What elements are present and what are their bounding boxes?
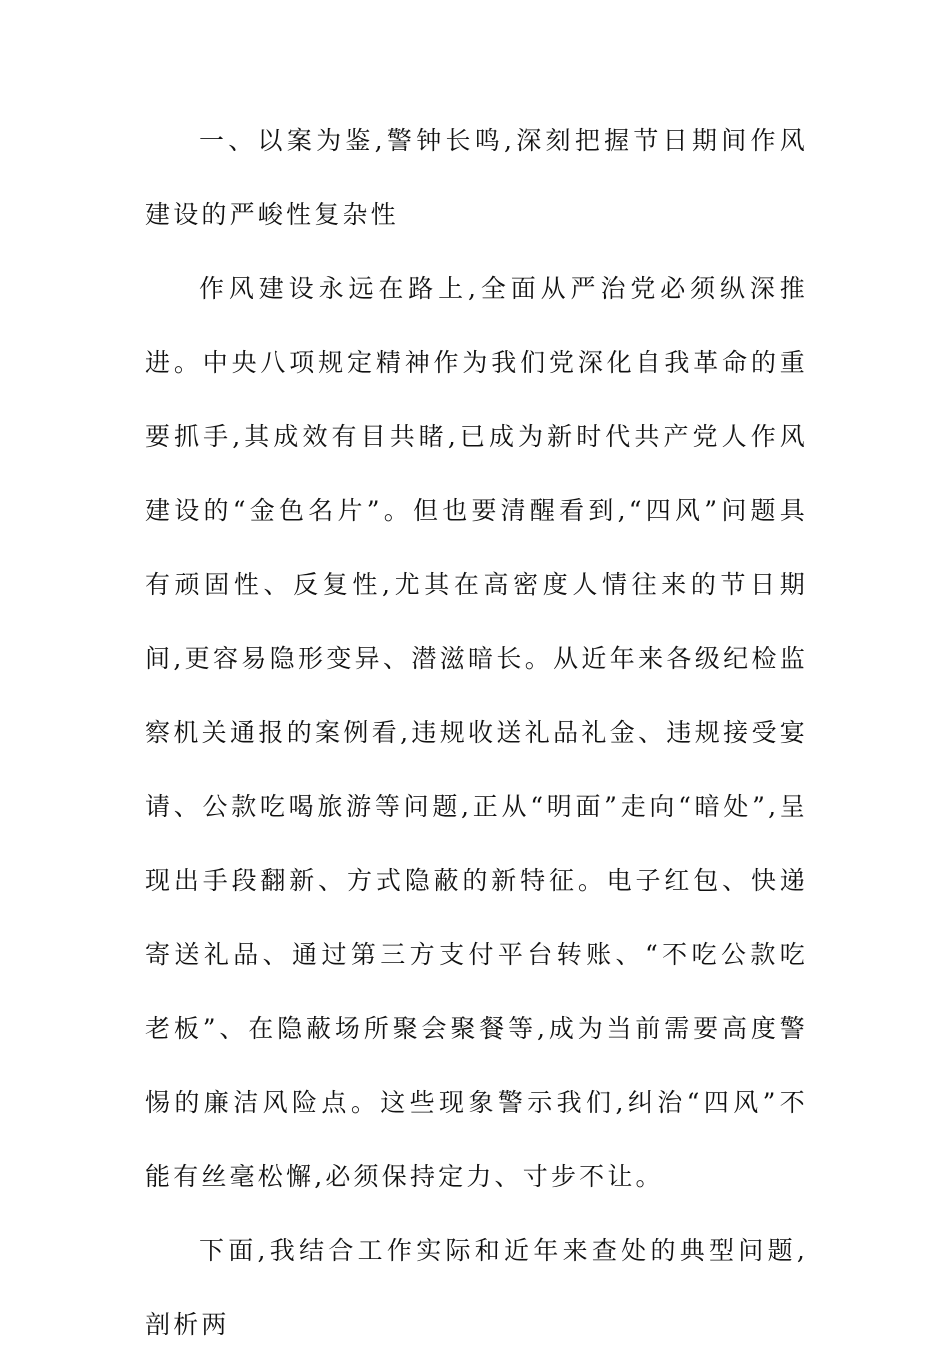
section-heading: 一、以案为鉴,警钟长鸣,深刻把握节日期间作风建设的严峻性复杂性 <box>145 126 808 229</box>
body-paragraph: 作风建设永远在路上,全面从严治党必须纵深推进。中央八项规定精神作为我们党深化自我革命的重要抓手,其成效有目共睹,已成为新时代共产党人作风建设的“金色名片”。但也要清醒看到,“四风”问题具有顽固性、反复性,尤其在高密度人情往来的节日期间,更容易隐形变异、潜滋暗长。从近年来各级纪检监察机关通报的案例看,违规收送礼品礼金、违规接受宴请、公款吃喝旅游等问题,正从“明面”走向“暗处”,呈现出手段翻新、方式隐蔽的新特征。电子红包、快递寄送礼品、通过第三方支付平台转账、“不吃公款吃老板”、在隐蔽场所聚会聚餐等,成为当前需要高度警惕的廉洁风险点。这些现象警示我们,纠治“四风”不能有丝毫松懈,必须保持定力、寸步不让。 <box>145 274 808 1191</box>
document-body <box>145 104 808 1362</box>
body-paragraph: 下面,我结合工作实际和近年来查处的典型问题,剖析两 <box>145 1236 808 1339</box>
